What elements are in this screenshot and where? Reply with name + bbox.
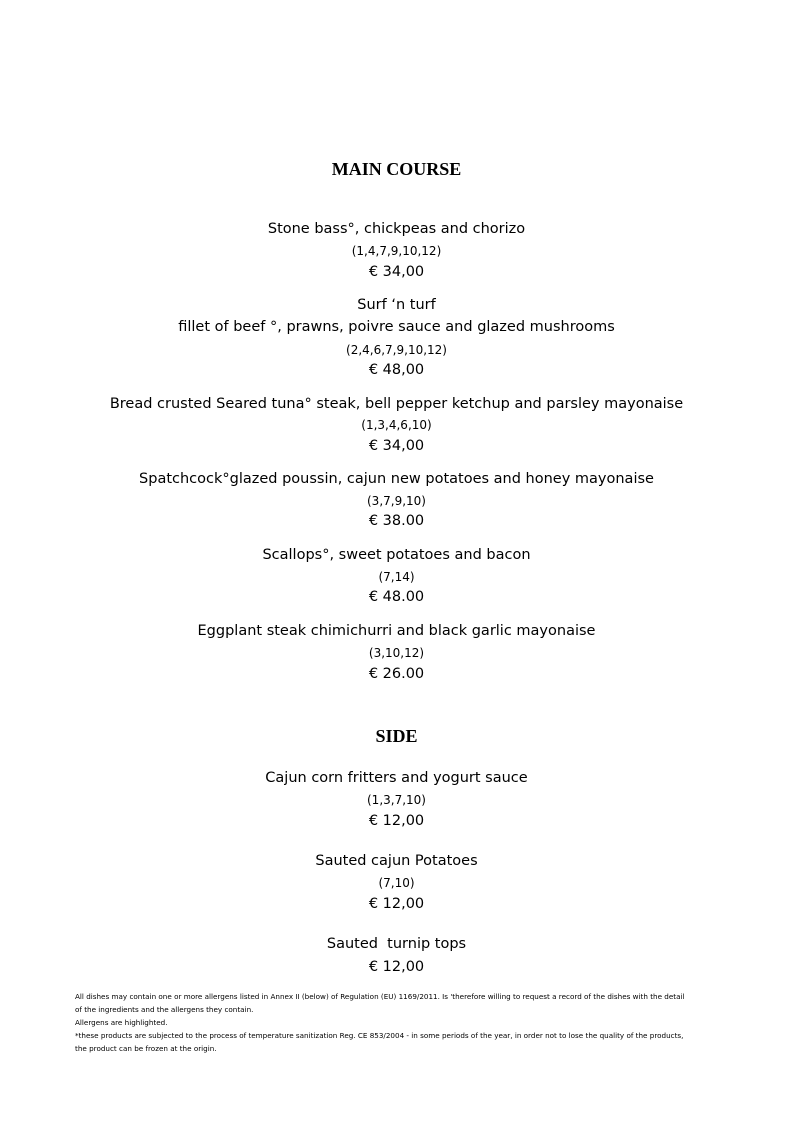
side-price: € 12,00 [368, 813, 425, 829]
dish-name: Surf ‘n turf [357, 297, 436, 313]
disclaimer-line: *these products are subjected to the process of temperature sanitization Reg. CE 853/2004 - in some periods of the year, in order not to lose the quality of the products, [75, 1031, 684, 1040]
side-heading: SIDE [375, 726, 418, 746]
side-name: Sauted cajun Potatoes [315, 853, 478, 869]
dish-allergens: (7,14) [378, 570, 415, 584]
disclaimer-line: All dishes may contain one or more allergens listed in Annex II (below) of Regulation (EU) 1169/2011. Is 'therefore willing to request a record of the dishes with the detail [75, 992, 685, 1001]
side-price: € 12,00 [368, 959, 425, 975]
dish-price: € 48.00 [368, 589, 425, 605]
dish-allergens: (1,3,4,6,10) [361, 418, 432, 432]
dish-allergens: (3,7,9,10) [367, 494, 426, 508]
dish-name: Spatchcock°glazed poussin, cajun new potatoes and honey mayonaise [139, 471, 654, 487]
main-course-heading: MAIN COURSE [331, 159, 462, 179]
dish-price: € 48,00 [368, 362, 425, 378]
dish-price: € 26.00 [368, 666, 425, 682]
allergen-disclaimer [75, 990, 725, 1055]
dish-name: Stone bass°, chickpeas and chorizo [267, 221, 526, 237]
dish-allergens: (2,4,6,7,9,10,12) [346, 343, 447, 357]
dish-allergens: (3,10,12) [368, 646, 425, 660]
side-allergens: (7,10) [378, 876, 415, 890]
side-price: € 12,00 [368, 896, 425, 912]
dish-price: € 34,00 [368, 438, 425, 454]
side-name: Sauted turnip tops [326, 936, 467, 952]
disclaimer-line: of the ingredients and the allergens they contain. [75, 1005, 254, 1014]
dish-name: Scallops°, sweet potatoes and bacon [262, 547, 531, 563]
side-allergens: (1,3,7,10) [367, 793, 426, 807]
dish-description: fillet of beef °, prawns, poivre sauce and glazed mushrooms [178, 319, 615, 335]
dish-allergens: (1,4,7,9,10,12) [351, 244, 442, 258]
dish-price: € 34,00 [368, 264, 425, 280]
disclaimer-line: Allergens are highlighted. [75, 1018, 168, 1027]
dish-name: Bread crusted Seared tuna° steak, bell pepper ketchup and parsley mayonaise [109, 396, 684, 412]
dish-name: Eggplant steak chimichurri and black garlic mayonaise [197, 623, 596, 639]
disclaimer-line: the product can be frozen at the origin. [75, 1044, 217, 1053]
side-name: Cajun corn fritters and yogurt sauce [265, 770, 528, 786]
dish-price: € 38.00 [368, 513, 425, 529]
